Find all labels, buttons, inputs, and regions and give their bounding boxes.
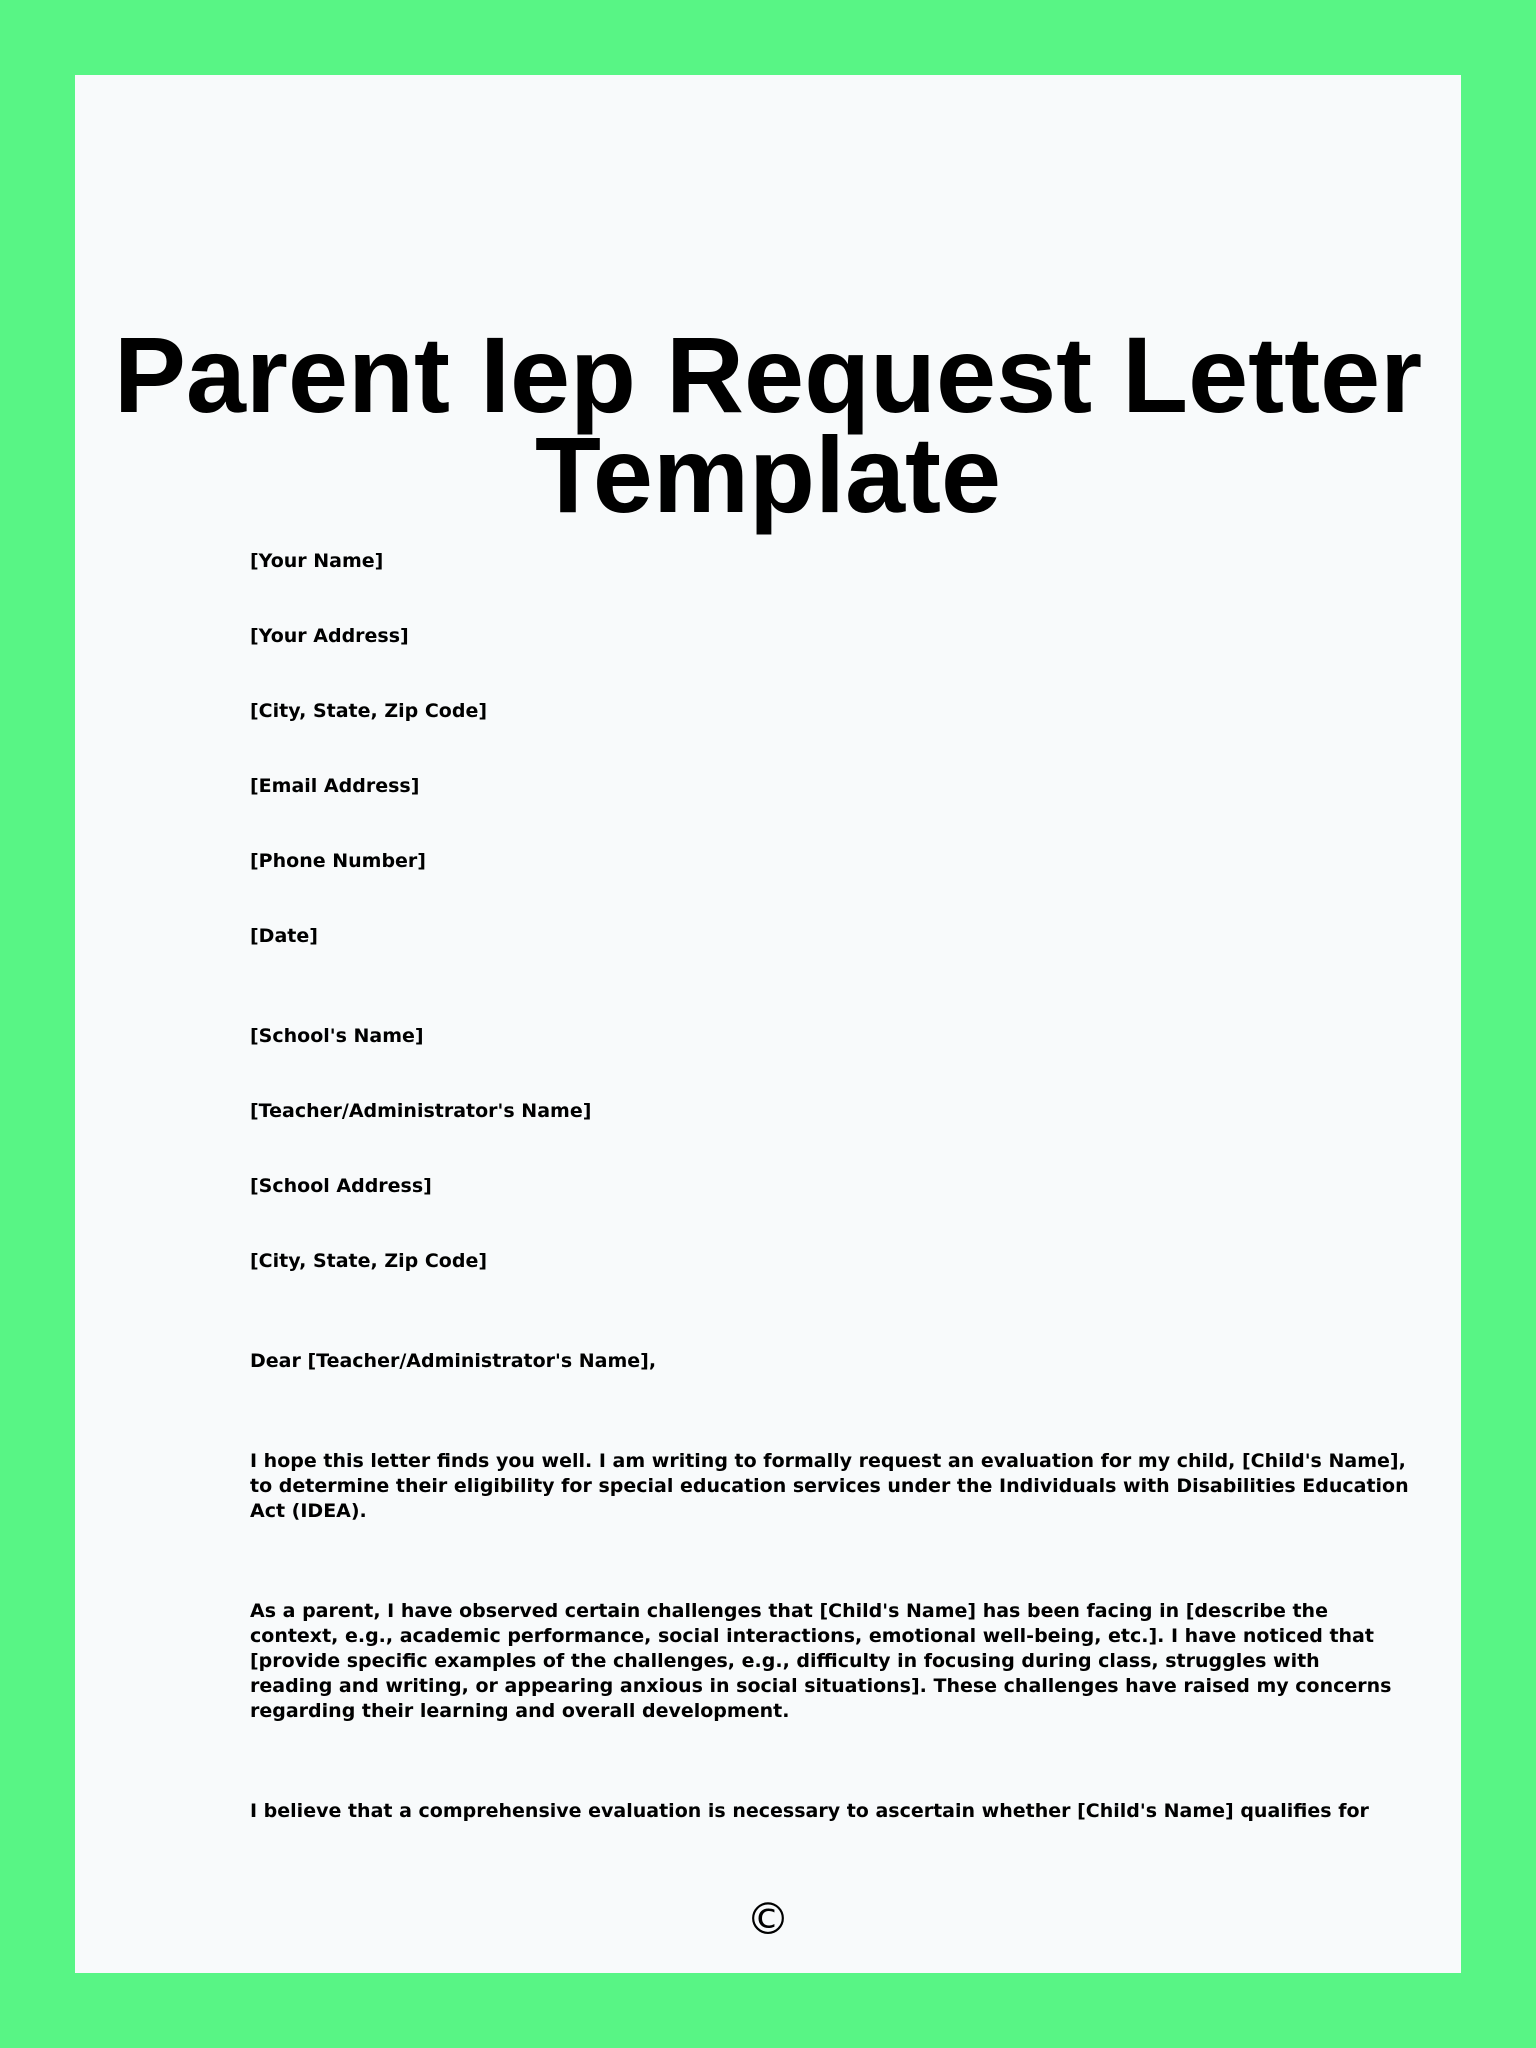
document-title-line-1: Parent Iep Request Letter — [113, 314, 1423, 435]
sender-phone: [Phone Number] — [250, 850, 426, 872]
sender-city-state-zip: [City, State, Zip Code] — [250, 700, 488, 722]
recipient-school-address: [School Address] — [250, 1175, 432, 1197]
recipient-school-name: [School's Name] — [250, 1025, 424, 1047]
paragraph-line: As a parent, I have observed certain challenges that [Child's Name] has been facing in [describe the — [250, 1600, 1328, 1622]
paragraph-line: context, e.g., academic performance, social interactions, emotional well-being, etc.]. I have noticed that — [250, 1625, 1374, 1647]
paragraph-line: to determine their eligibility for special education services under the Individuals with Disabilities Education — [250, 1475, 1409, 1497]
paragraph-evaluation — [250, 1799, 1369, 1824]
document-page — [75, 75, 1461, 1973]
paragraph-line: reading and writing, or appearing anxious in social situations]. These challenges have raised my concerns — [250, 1675, 1392, 1697]
letter-date: [Date] — [250, 925, 318, 947]
document-title — [75, 314, 1461, 535]
recipient-city-state-zip: [City, State, Zip Code] — [250, 1250, 488, 1272]
paragraph-observations — [250, 1599, 1391, 1724]
paragraph-line: [provide specific examples of the challenges, e.g., difficulty in focusing during class, struggles with — [250, 1650, 1320, 1672]
paragraph-line: Act (IDEA). — [250, 1500, 367, 1522]
sender-name: [Your Name] — [250, 550, 384, 572]
recipient-contact-name: [Teacher/Administrator's Name] — [250, 1100, 592, 1122]
paragraph-request — [250, 1449, 1409, 1524]
sender-email: [Email Address] — [250, 775, 420, 797]
copyright-icon: © — [746, 1894, 790, 1945]
salutation: Dear [Teacher/Administrator's Name], — [250, 1350, 657, 1372]
paragraph-line: regarding their learning and overall development. — [250, 1700, 790, 1722]
paragraph-line: I hope this letter finds you well. I am writing to formally request an evaluation for my child, [Child's Name], — [250, 1450, 1406, 1472]
paragraph-line: I believe that a comprehensive evaluation is necessary to ascertain whether [Child's Name] qualifies for — [250, 1800, 1369, 1822]
sender-address: [Your Address] — [250, 625, 409, 647]
document-title-line-2: Template — [534, 414, 1002, 535]
